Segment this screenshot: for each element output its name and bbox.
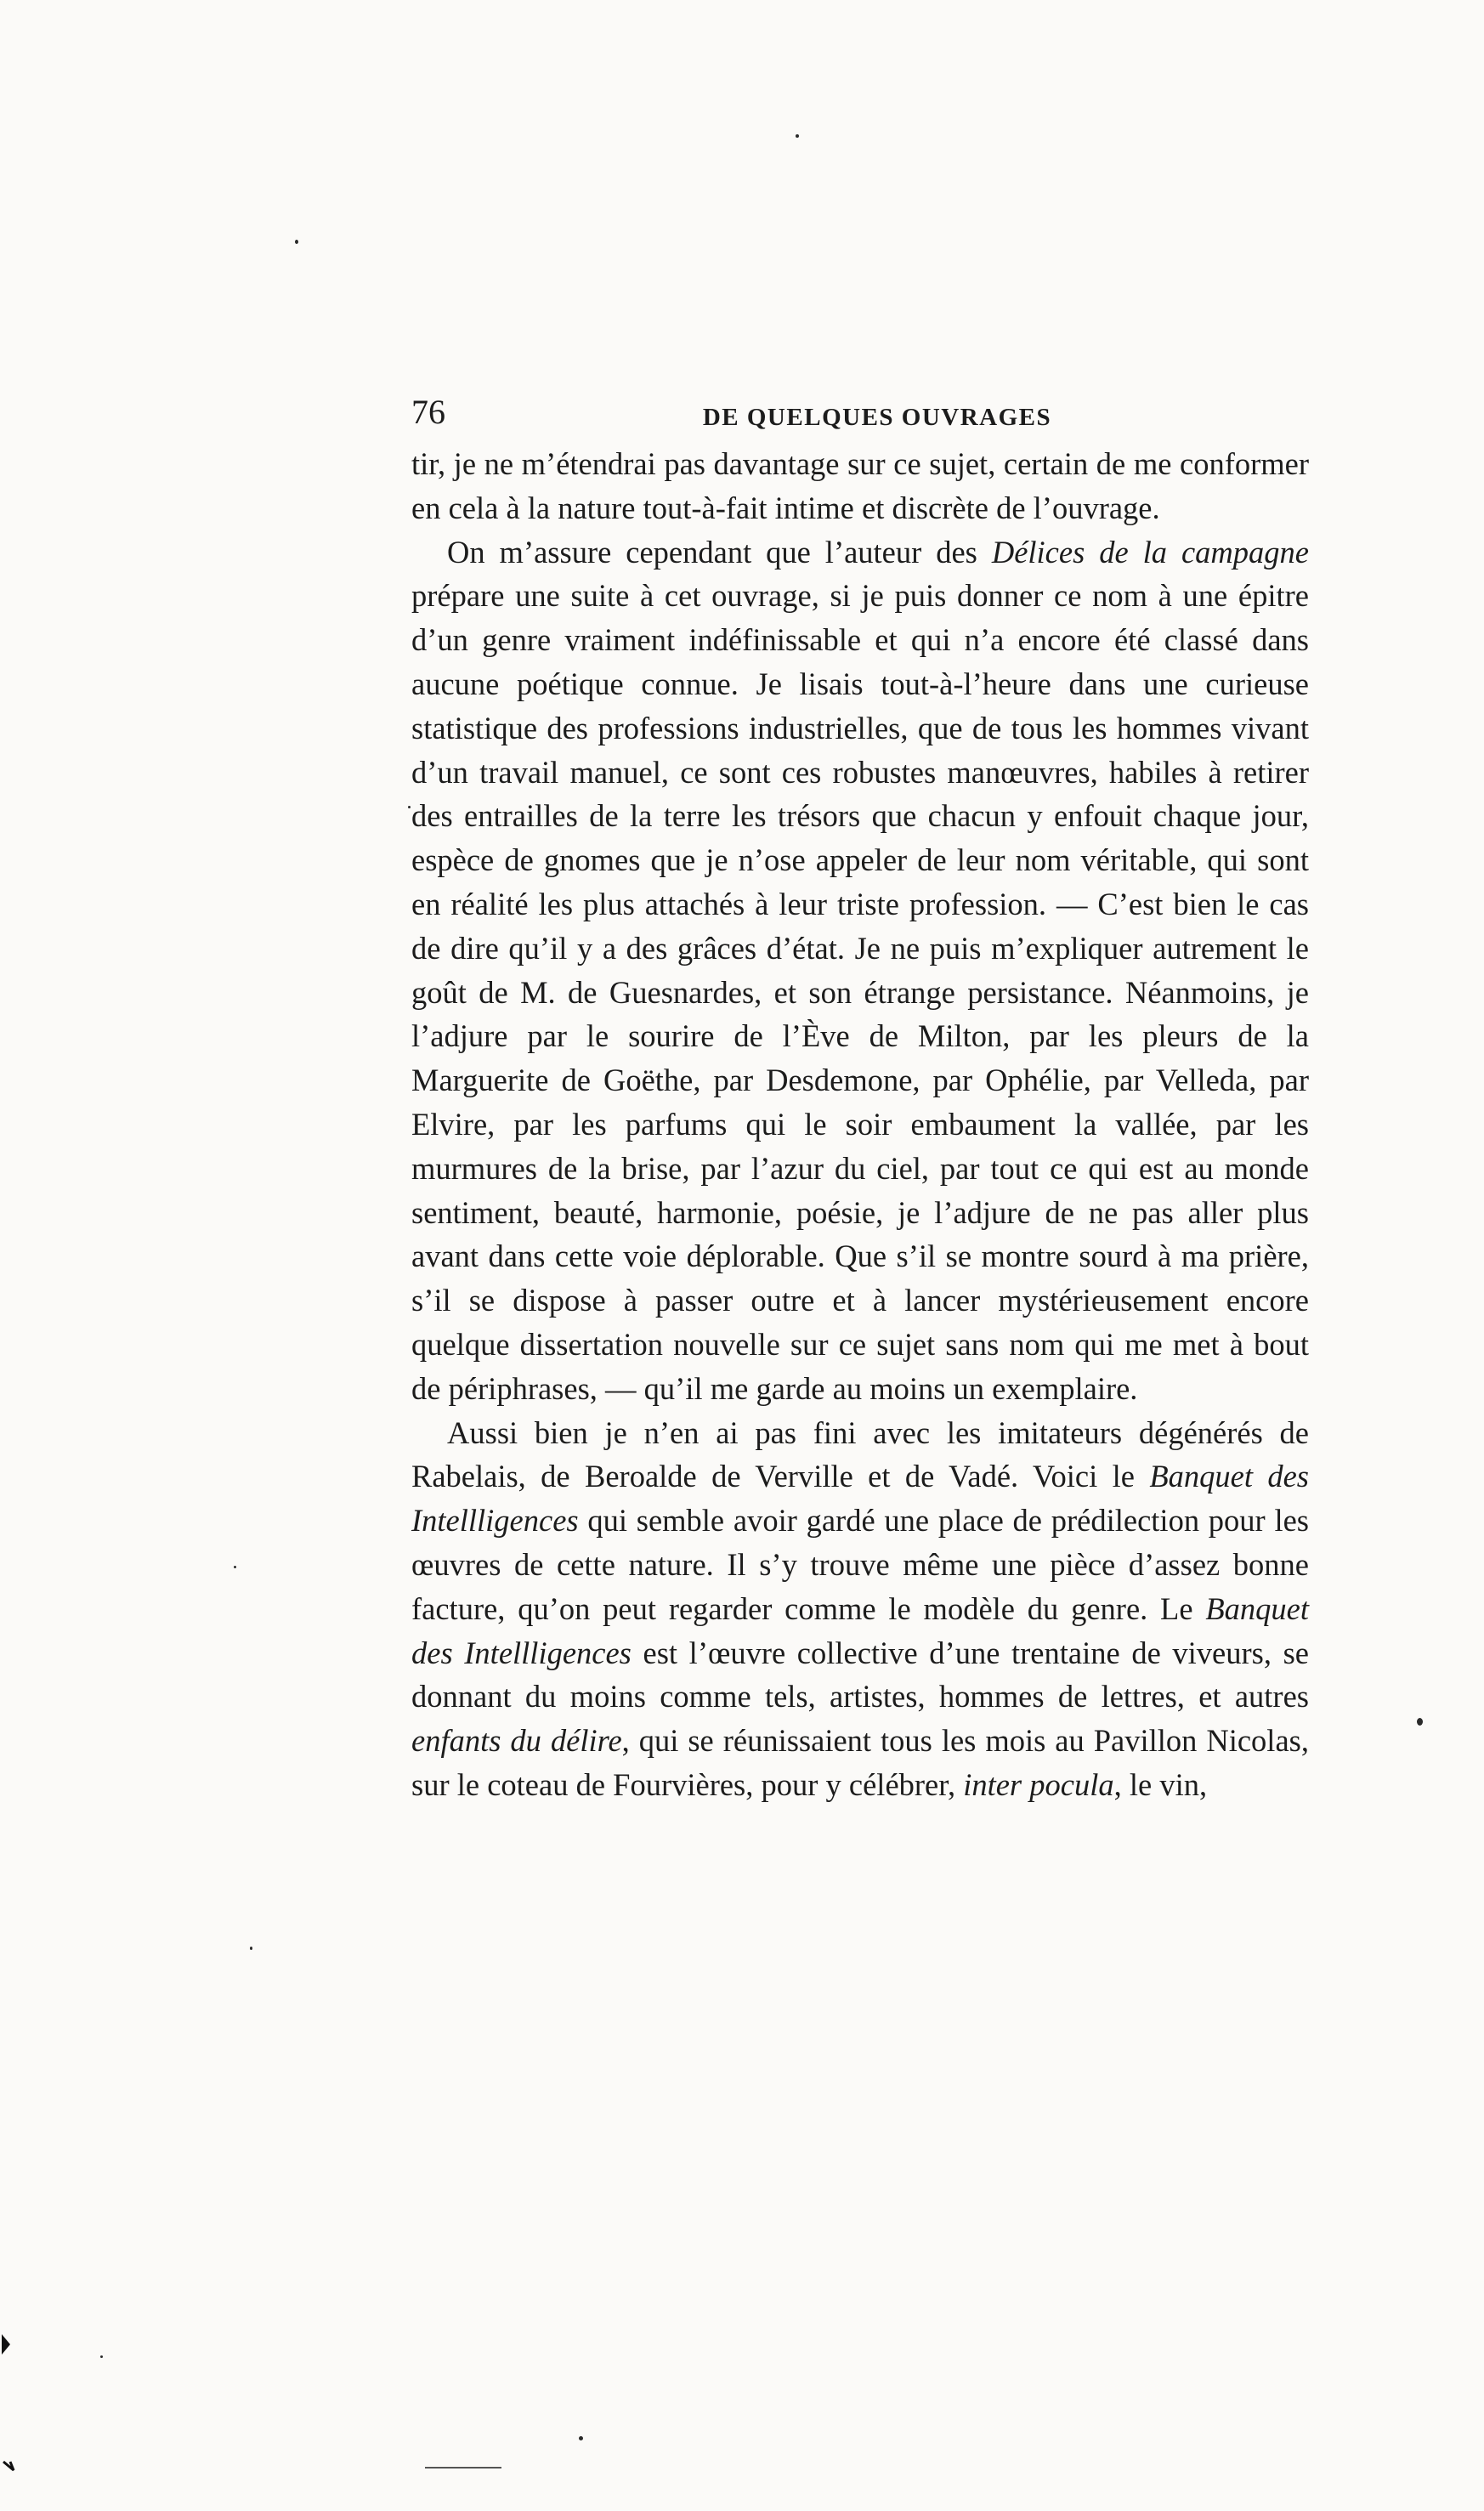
paragraph-3-text-3: est l’œuvre collective d’une trentaine de viveurs, se donnant du moins comme tels, artistes, hommes de lettres, et autres [411,1635,1309,1715]
paragraph-1-text: tir, je ne m’étendrai pas davantage sur ce sujet, certain de me conformer en cela à la nature tout-à-fait intime et discrète de l’ouvrage. [411,446,1309,525]
phrase-inter-pocula: inter pocula [963,1766,1114,1802]
paragraph-2-text-2: prépare une suite à cet ouvrage, si je puis donner ce nom à une épitre d’un genre vraiment indéfinissable et qui n’a encore été classé dans aucune poétique connue. Je lisais tout-à-l’heure dans une curieuse statistique des professions industrielles, que de tous les hommes vivant d’un travail manuel, ce sont ces robustes manœuvres, habiles à retirer des entrailles de la terre les trésors que chacun y enfouit chaque jour, espèce de gnomes que je n’ose appeler de leur nom véritable, qui sont en réalité les plus attachés à leur triste profession. — C’est bien le cas de dire qu’il y a des grâces d’état. Je ne puis m’expliquer autrement le goût de M. de Guesnardes, et son étrange persistance. Néanmoins, je l’adjure par le sourire de l’Ève de Milton, par les pleurs de la Marguerite de Goëthe, par Desdemone, par Ophélie, par Velleda, par Elvire, par les parfums qui le soir embaument la vallée, par les murmures de la brise, par l’azur du ciel, par tout ce qui est au monde sentiment, beauté, harmonie, poésie, je l’adjure de ne pas aller plus avant dans cette voie déplorable. Que s’il se montre sourd à ma prière, s’il se dispose à passer outre et à lancer mystérieusement encore quelque dissertation nouvelle sur ce sujet sans nom qui me met à bout de périphrases, — qu’il me garde au moins un exemplaire. [411,578,1309,1406]
scan-speck [1417,1718,1423,1726]
running-head: DE QUELQUES OUVRAGES [702,404,1052,431]
paragraph-delices [411,530,1309,1411]
paragraph-3-text-1: Aussi bien je n’en ai pas fini avec les imitateurs dégénérés de Rabelais, de Beroalde de Verville et de Vadé. Voici le [411,1414,1309,1494]
scan-speck [100,2355,103,2358]
paragraph-continuation [411,442,1309,530]
title-banquet-des-intelligences-2: Banquet des Intellligences [411,1590,1309,1670]
paragraph-2-text-1: On m’assure cependant que l’auteur des [447,534,992,570]
scan-corner-mark-bottom [0,2457,25,2482]
paragraph-3-text-2: qui semble avoir gardé une place de prédilection pour les œuvres de cette nature. Il s’y trouve même une pièce d’assez bonne facture, qu’on peut regarder comme le modèle du genre. Le [411,1503,1309,1626]
scan-corner-mark-left [0,2329,17,2363]
scan-speck [579,2436,583,2440]
scan-speck [250,1947,252,1950]
paragraph-3-text-5: , le vin, [1113,1766,1208,1802]
footer-rule [425,2467,501,2468]
scan-speck [234,1566,236,1568]
phrase-enfants-du-delire: enfants du délire [411,1723,622,1759]
page-number: 76 [411,393,445,431]
title-delices-de-la-campagne: Délices de la campagne [991,534,1309,570]
scan-speck [408,806,411,808]
body-text [411,442,1309,1807]
scan-speck [295,240,298,244]
paragraph-banquet [411,1411,1309,1807]
title-banquet-des-intelligences: Banquet des Intellligences [411,1459,1310,1539]
page-header [411,387,1309,438]
scan-speck [796,134,799,138]
paragraph-3-text-4: , qui se réunissaient tous les mois au Pavillon Nicolas, sur le coteau de Fourvières, pour y célébrer, [411,1723,1309,1802]
